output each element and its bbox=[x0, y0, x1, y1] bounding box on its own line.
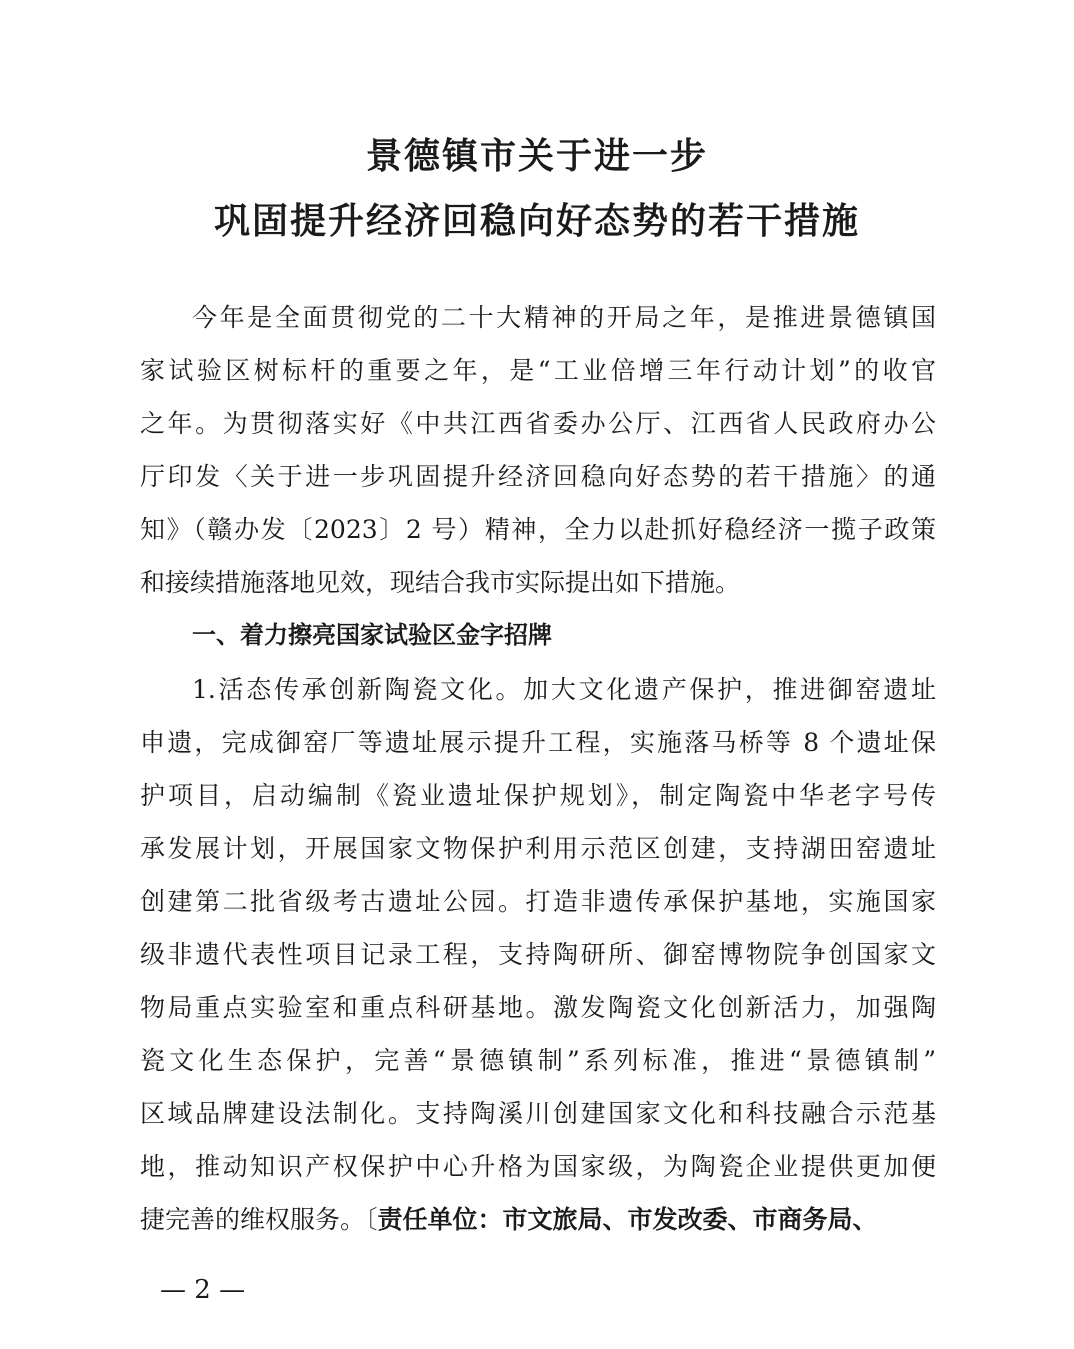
item-line: 级非遗代表性项目记录工程，支持陶研所、御窑博物院争创国家文 bbox=[140, 940, 936, 969]
intro-line: 和接续措施落地见效，现结合我市实际提出如下措施。 bbox=[140, 568, 741, 597]
item-line: 承发展计划，开展国家文物保护利用示范区创建，支持湖田窑遗址 bbox=[140, 834, 936, 863]
item-line: 区域品牌建设法制化。支持陶溪川创建国家文化和科技融合示范基 bbox=[140, 1099, 936, 1128]
responsible-units-label: 责任单位：市文旅局、市发改委、市商务局、 bbox=[377, 1205, 878, 1234]
item-last-text: 捷完善的维权服务。〔 bbox=[140, 1205, 378, 1234]
item-line: 创建第二批省级考古遗址公园。打造非遗传承保护基地，实施国家 bbox=[140, 887, 936, 916]
document-title-line1: 景德镇市关于进一步 bbox=[365, 136, 708, 177]
intro-line: 之年。为贯彻落实好《中共江西省委办公厅、江西省人民政府办公 bbox=[140, 409, 936, 438]
intro-line: 知》（赣办发〔2023〕2 号）精神，全力以赴抓好稳经济一揽子政策 bbox=[140, 515, 936, 544]
item-line-responsibility bbox=[140, 1200, 936, 1240]
item-line: 瓷文化生态保护，完善“景德镇制”系列标准，推进“景德镇制” bbox=[140, 1046, 936, 1075]
intro-line: 今年是全面贯彻党的二十大精神的开局之年，是推进景德镇国 bbox=[192, 303, 936, 332]
intro-line: 厅印发〈关于进一步巩固提升经济回稳向好态势的若干措施〉的通 bbox=[140, 462, 936, 491]
section-heading: 一、着力擦亮国家试验区金字招牌 bbox=[192, 621, 552, 649]
item-line: 1.活态传承创新陶瓷文化。加大文化遗产保护，推进御窑遗址 bbox=[192, 675, 936, 704]
item-line: 申遗，完成御窑厂等遗址展示提升工程，实施落马桥等 8 个遗址保 bbox=[140, 728, 936, 757]
item-line: 物局重点实验室和重点科研基地。激发陶瓷文化创新活力，加强陶 bbox=[140, 993, 936, 1022]
intro-line: 家试验区树标杆的重要之年，是“工业倍增三年行动计划”的收官 bbox=[140, 356, 936, 385]
document-title-line2: 巩固提升经济回稳向好态势的若干措施 bbox=[213, 201, 860, 242]
item-line: 护项目，启动编制《瓷业遗址保护规划》，制定陶瓷中华老字号传 bbox=[140, 781, 936, 810]
item-line: 地，推动知识产权保护中心升格为国家级，为陶瓷企业提供更加便 bbox=[140, 1152, 936, 1181]
page-number: — 2 — bbox=[160, 1275, 246, 1305]
